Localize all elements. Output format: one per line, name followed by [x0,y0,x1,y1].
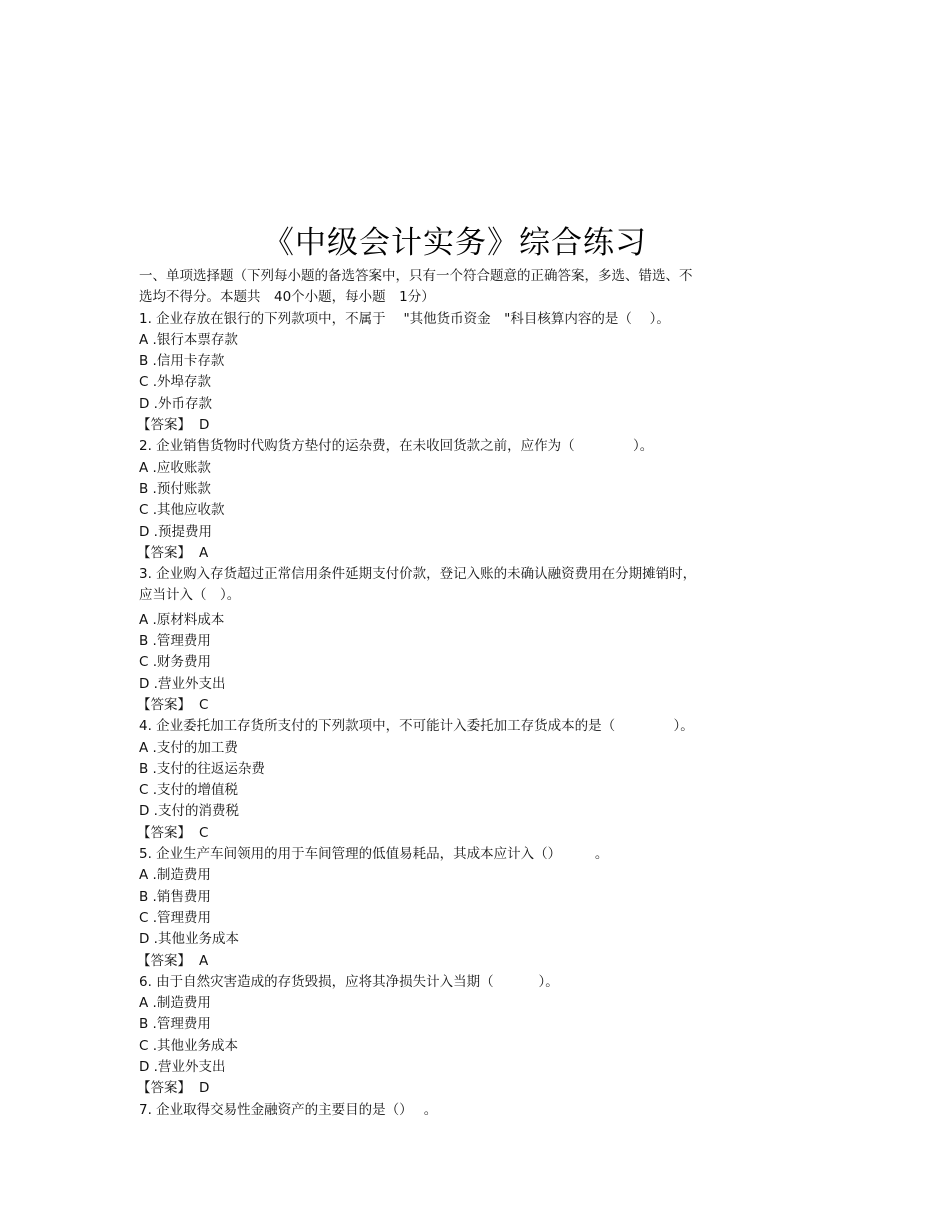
answer-line [139,415,739,436]
option-a: A .制造费用 [139,867,211,884]
answer-label: 【答案】 [137,696,191,713]
option-d: D .外币存款 [139,395,212,412]
answer-line [139,543,739,564]
document-body [139,266,739,1121]
option-b: B .预付账款 [139,480,211,497]
answer-label: 【答案】 [137,824,191,841]
section-heading-line-1: 一、单项选择题（下列每小题的备选答案中，只有一个符合题意的正确答案，多选、错选、不 [139,268,693,284]
option-d: D .其他业务成本 [139,931,239,948]
question-stem: 7. 企业取得交易性金融资产的主要目的是（） 。 [139,1101,438,1118]
question-2 [139,436,739,564]
option-a: A .银行本票存款 [139,331,238,348]
answer-line [139,1078,739,1099]
question-stem: 1. 企业存放在银行的下列款项中，不属于 "其他货币资金 "科目核算内容的是（ ）。 [139,310,670,327]
option-c: C .管理费用 [139,909,212,926]
answer-value: D [199,417,210,434]
question-4 [139,716,739,844]
answer-line [139,951,739,972]
question-stem: 2. 企业销售货物时代购货方垫付的运杂费，在未收回货款之前，应作为（ ）。 [139,438,654,455]
document-title: 《中级会计实务》综合练习 [263,225,647,261]
section-heading-line-2: 选均不得分。本题共 40个小题，每小题 1分） [139,289,435,306]
question-stem: 6. 由于自然灾害造成的存货毁损，应将其净损失计入当期（ ）。 [139,973,559,990]
answer-value: C [199,824,209,841]
answer-value: C [199,696,209,713]
answer-value: D [199,1080,210,1097]
option-b: B .支付的往返运杂费 [139,760,265,777]
option-c: C .其他应收款 [139,502,225,519]
question-stem: 5. 企业生产车间领用的用于车间管理的低值易耗品，其成本应计入（） 。 [139,846,609,863]
option-b: B .管理费用 [139,1016,211,1033]
option-b: B .管理费用 [139,633,211,650]
option-c: C .支付的增值税 [139,782,239,799]
option-c: C .外埠存款 [139,374,212,391]
option-a: A .制造费用 [139,995,211,1012]
answer-label: 【答案】 [137,417,191,434]
option-c: C .其他业务成本 [139,1037,239,1054]
question-stem: 3. 企业购入存货超过正常信用条件延期支付价款，登记入账的未确认融资费用在分期摊销时， [139,566,697,583]
option-a: A .应收账款 [139,459,211,476]
option-b: B .销售费用 [139,888,211,905]
answer-value: A [199,544,209,561]
question-1 [139,309,739,437]
answer-label: 【答案】 [137,544,191,561]
option-d: D .支付的消费税 [139,803,239,820]
option-a: A .原材料成本 [139,611,225,628]
option-d: D .营业外支出 [139,1058,226,1075]
answer-value: A [199,952,209,969]
option-d: D .营业外支出 [139,675,226,692]
option-b: B .信用卡存款 [139,353,225,370]
answer-label: 【答案】 [137,952,191,969]
answer-label: 【答案】 [137,1080,191,1097]
question-stem: 4. 企业委托加工存货所支付的下列款项中，不可能计入委托加工存货成本的是（ ）。 [139,718,694,735]
question-5 [139,844,739,972]
question-3 [139,564,739,716]
answer-line [139,695,739,716]
question-6 [139,972,739,1100]
question-stem-continued: 应当计入（ ）。 [139,587,241,604]
option-c: C .财务费用 [139,654,212,671]
option-d: D .预提费用 [139,523,212,540]
answer-line [139,823,739,844]
question-7 [139,1100,739,1121]
option-a: A .支付的加工费 [139,739,238,756]
